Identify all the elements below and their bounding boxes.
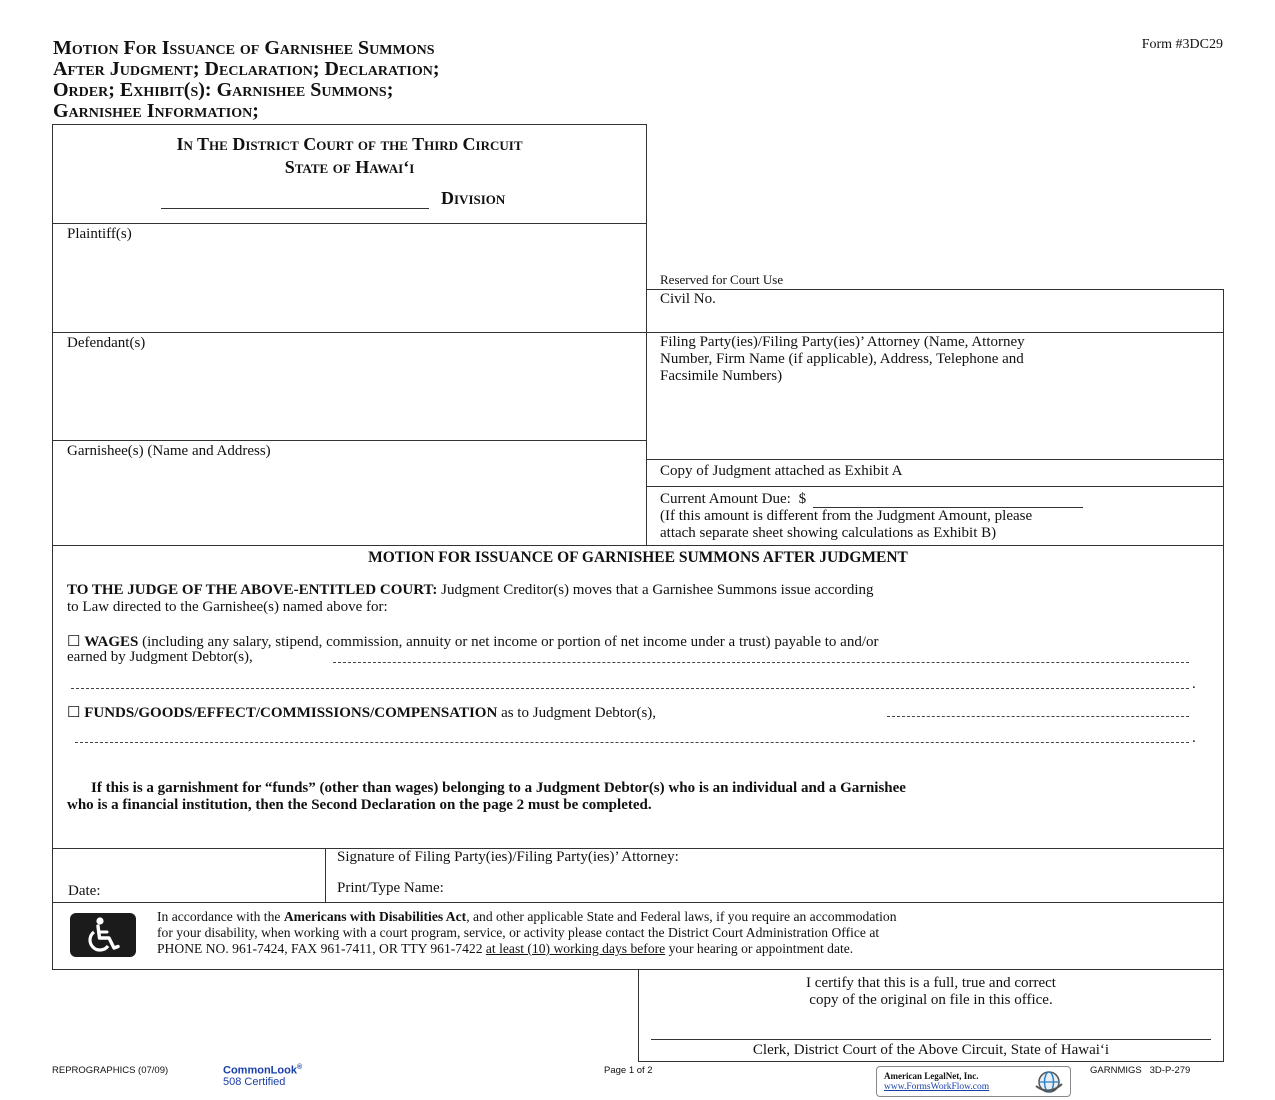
- funds-label: FUNDS/GOODS/EFFECT/COMMISSIONS/COMPENSATION: [84, 705, 498, 721]
- notice-line-1: If this is a garnishment for “funds” (other than wages) belonging to a Judgment Debtor(s) who is an individual and a Garnishee: [91, 780, 906, 796]
- amount-due-label: Current Amount Due:: [660, 491, 791, 507]
- amount-due-box[interactable]: [646, 486, 1224, 546]
- intro-rest: Judgment Creditor(s) moves that a Garnishee Summons issue according: [437, 582, 874, 598]
- commonlook-logo: [223, 1062, 302, 1088]
- print-name-label: Print/Type Name:: [337, 880, 444, 896]
- commonlook-text: CommonLook: [223, 1064, 297, 1077]
- plaintiff-box[interactable]: [52, 223, 647, 333]
- to-judge-label: TO THE JUDGE OF THE ABOVE-ENTITLED COURT:: [67, 582, 438, 598]
- motion-heading: MOTION FOR ISSUANCE OF GARNISHEE SUMMONS AFTER JUDGMENT: [368, 549, 908, 566]
- defendant-box[interactable]: [52, 332, 647, 441]
- certify-line-2: copy of the original on file in this office.: [809, 992, 1053, 1008]
- copy-judgment-label: Copy of Judgment attached as Exhibit A: [660, 463, 903, 479]
- ada-phone: PHONE NO. 961-7424, FAX 961-7411, OR TTY 961-7422: [157, 941, 486, 956]
- funds-period: .: [1192, 730, 1196, 746]
- wages-period: .: [1192, 676, 1196, 692]
- legalnet-name: American LegalNet, Inc.: [884, 1071, 979, 1081]
- wages-checkbox[interactable]: ☐: [67, 634, 81, 650]
- amount-note-line-1: (If this amount is different from the Judgment Amount, please: [660, 508, 1033, 524]
- division-label: Division: [441, 188, 506, 208]
- funds-blank-2[interactable]: [75, 742, 1189, 743]
- title-line-2: After Judgment; Declaration; Declaration;: [53, 58, 440, 80]
- globe-icon: [1032, 1070, 1066, 1094]
- division-row: [161, 188, 505, 209]
- ada-line-2: for your disability, when working with a court program, service, or activity please contact the District Court Administration Office at: [157, 925, 880, 940]
- title-line-3: Order; Exhibit(s): Garnishee Summons;: [53, 79, 394, 101]
- clerk-signature-line[interactable]: [651, 1039, 1211, 1040]
- civil-no-box[interactable]: [646, 289, 1224, 333]
- filing-party-line-3: Facsimile Numbers): [660, 368, 783, 384]
- ada-box: [52, 902, 1224, 970]
- reprographics-label: REPROGRAPHICS (07/09): [52, 1065, 169, 1076]
- ada-line-1: [157, 909, 897, 925]
- filing-party-line-1: Filing Party(ies)/Filing Party(ies)’ Attorney (Name, Attorney: [660, 334, 1025, 350]
- form-code: GARNMIGS 3D-P-279: [1090, 1065, 1191, 1076]
- ada-deadline: at least (10) working days before: [485, 941, 666, 956]
- certified-text: 508 Certified: [223, 1075, 286, 1088]
- wages-blank-2[interactable]: [71, 688, 1189, 689]
- accessibility-icon: [70, 913, 136, 957]
- legalnet-badge[interactable]: [876, 1066, 1071, 1097]
- ada-act-name: Americans with Disabilities Act: [283, 909, 467, 924]
- court-state: State of Hawai‘i: [284, 157, 415, 177]
- registered-mark: ®: [296, 1064, 303, 1071]
- amount-due-blank[interactable]: [813, 495, 1083, 508]
- page-number: Page 1 of 2: [604, 1065, 653, 1076]
- certify-line-1: I certify that this is a full, true and correct: [806, 975, 1056, 991]
- funds-row: [67, 703, 656, 722]
- wages-debtor-label: earned by Judgment Debtor(s),: [67, 649, 253, 665]
- funds-text: as to Judgment Debtor(s),: [497, 705, 657, 721]
- notice-line-2: who is a financial institution, then the Second Declaration on the page 2 must be completed.: [67, 797, 652, 813]
- wages-text: (including any salary, stipend, commission, annuity or net income or portion of net income under a trust) payable to and/or: [138, 634, 879, 650]
- garnishee-box[interactable]: [52, 440, 647, 546]
- ada-text: [157, 909, 897, 957]
- title-line-1: Motion For Issuance of Garnishee Summons: [53, 37, 435, 59]
- date-box[interactable]: [52, 848, 326, 903]
- motion-box: [52, 545, 1224, 849]
- filing-party-label: [660, 334, 1025, 385]
- notice: [67, 780, 906, 814]
- court-name: In The District Court of the Third Circuit: [176, 134, 523, 154]
- filing-party-line-2: Number, Firm Name (if applicable), Address, Telephone and: [660, 351, 1024, 367]
- wages-row-2: [67, 649, 253, 666]
- dollar-sign: $: [798, 491, 807, 507]
- wages-blank-1[interactable]: [333, 662, 1189, 663]
- funds-blank-1[interactable]: [887, 716, 1189, 717]
- division-blank[interactable]: [161, 195, 429, 209]
- form-number: Form #3DC29: [1141, 37, 1223, 52]
- wages-label: WAGES: [84, 634, 139, 650]
- garnishee-label: Garnishee(s) (Name and Address): [67, 443, 271, 459]
- intro-line-2: to Law directed to the Garnishee(s) named above for:: [67, 599, 388, 615]
- amount-note-line-2: attach separate sheet showing calculations as Exhibit B): [660, 525, 997, 541]
- copy-judgment-box: [646, 459, 1224, 487]
- filing-party-box[interactable]: [646, 332, 1224, 460]
- ada-text-2: , and other applicable State and Federal laws, if you require an accommodation: [466, 909, 897, 924]
- signature-label: Signature of Filing Party(ies)/Filing Party(ies)’ Attorney:: [337, 849, 679, 865]
- amount-due-row: [660, 491, 1083, 508]
- ada-text-3: your hearing or appointment date.: [665, 941, 854, 956]
- ada-text-1: In accordance with the: [157, 909, 284, 924]
- funds-checkbox[interactable]: ☐: [67, 705, 81, 721]
- defendant-label: Defendant(s): [67, 335, 146, 351]
- plaintiff-label: Plaintiff(s): [67, 226, 132, 242]
- certify-box: [638, 969, 1224, 1062]
- legalnet-url[interactable]: www.FormsWorkFlow.com: [884, 1082, 990, 1092]
- ada-line-3: [157, 941, 897, 957]
- civil-no-label: Civil No.: [660, 291, 716, 307]
- clerk-label: Clerk, District Court of the Above Circuit, State of Hawai‘i: [752, 1042, 1110, 1058]
- form-title: [53, 38, 653, 122]
- intro-line-1: [67, 582, 874, 599]
- title-line-4: Garnishee Information;: [53, 100, 259, 122]
- date-label: Date:: [68, 883, 101, 899]
- amount-note: [660, 508, 1032, 542]
- reserved-label: Reserved for Court Use: [660, 272, 784, 287]
- signature-box[interactable]: [325, 848, 1224, 903]
- court-caption: [52, 124, 647, 224]
